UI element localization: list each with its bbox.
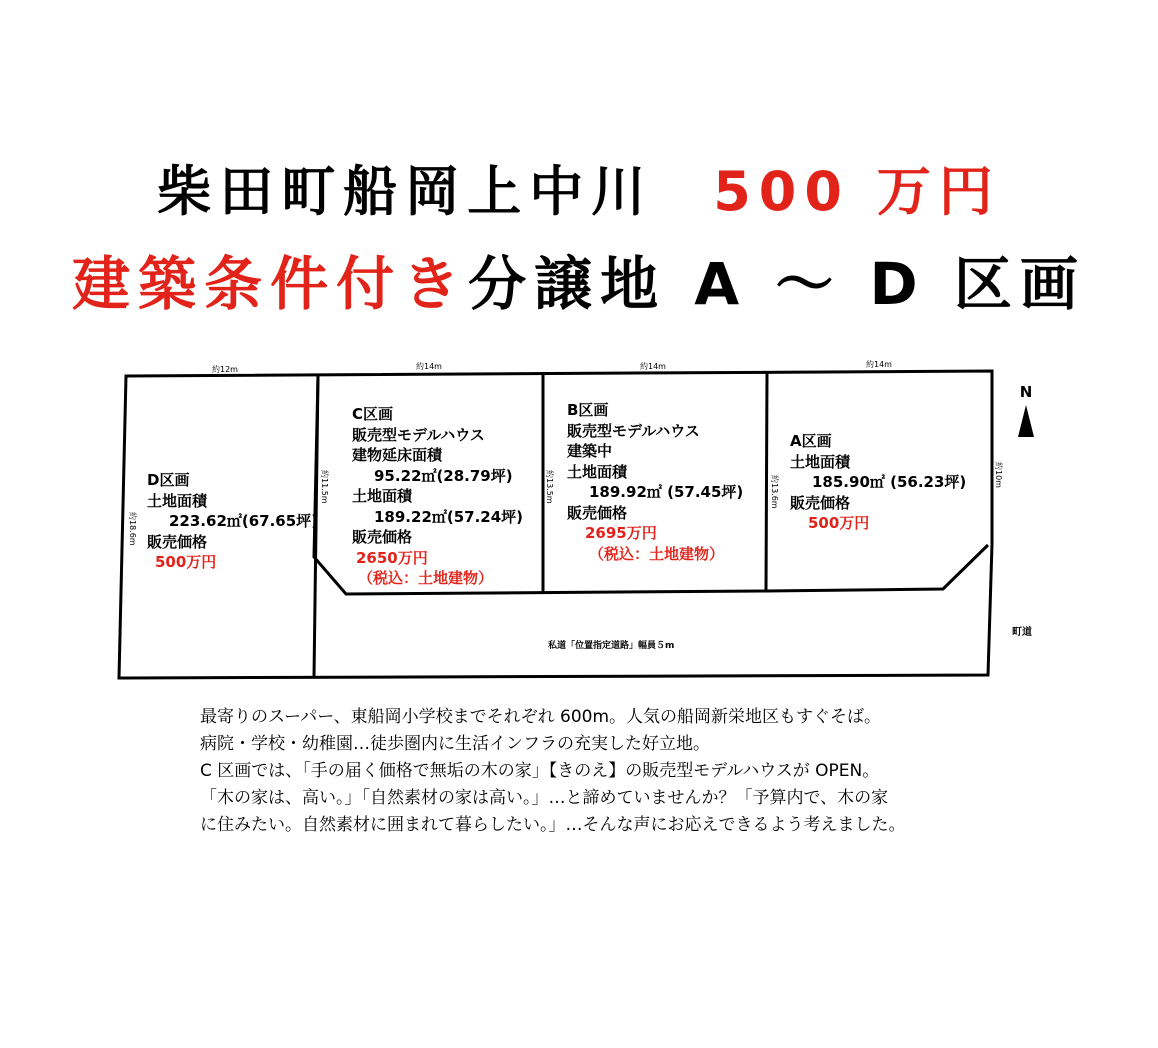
plot-b-info [567,400,743,564]
dim-d-width: 約12m [212,365,238,374]
plot-c-floor-area: 95.22㎡(28.79坪) [374,466,513,485]
title-location: 柴田町船岡上中川 [157,160,654,223]
description-line-1: 最寄りのスーパー、東船岡小学校までそれぞれ 600m。人気の船岡新栄地区もすぐそば。 [200,707,882,727]
title-price: 500 万円 [713,160,1001,223]
plot-c-land-label: 土地面積 [352,487,413,505]
plot-d-info [147,470,318,573]
plot-d-name: D区画 [147,471,190,489]
plot-a-price-label: 販売価格 [790,493,851,512]
subtitle-plots: 分譲地 A ～ D 区画 [468,250,1086,318]
plot-b-land-area: 189.92㎡ (57.45坪) [589,483,744,501]
plot-d-land-area: 223.62㎡(67.65坪) [169,512,319,530]
description-line-2: 病院・学校・幼稚園…徒歩圏内に生活インフラの充実した好立地。 [200,734,710,754]
plot-a-land-area: 185.90㎡ (56.23坪) [812,473,967,491]
description-line-4: 「木の家は、高い。」「自然素材の家は高い。」…と諦めていませんか？「予算内で、木の家 [200,788,889,808]
dim-a-width: 約14m [866,360,892,369]
plot-c-name: C区画 [352,405,394,423]
plot-a-name: A区画 [790,432,832,450]
plot-c-price: 2650万円 [356,548,428,567]
plot-d-price-label: 販売価格 [147,532,208,551]
description-line-5: に住みたい。自然素材に囲まれて暮らしたい。」…そんな声にお応えできるよう考えました。 [200,815,906,835]
plot-d-price: 500万円 [155,553,217,571]
plot-a-price: 500万円 [808,514,870,532]
dim-b-width: 約14m [640,362,666,371]
plot-b-price-label: 販売価格 [567,503,628,522]
plot-c-type: 販売型モデルハウス [352,425,485,444]
north-indicator [1016,384,1036,400]
plot-c-info [352,404,523,589]
plot-a-info [790,431,966,534]
dim-a-depth-left: 約13.6m [770,475,779,509]
plot-c-floor-label: 建物延床面積 [352,446,443,464]
dim-d-depth: 約18.6m [128,512,137,546]
plot-b-price: 2695万円 [585,524,657,542]
dim-b-depth: 約13.5m [545,470,554,504]
subtitle-condition: 建築条件付き [72,250,469,318]
plot-b-land-label: 土地面積 [567,462,628,481]
plot-b-status: 建築中 [567,442,613,460]
plot-c-land-area: 189.22㎡(57.24坪) [374,507,524,526]
plot-d-land-label: 土地面積 [147,491,208,510]
description [200,704,1100,839]
plot-b-price-note: （税込：土地建物） [589,544,725,563]
plot-b-type: 販売型モデルハウス [567,421,700,440]
north-arrow-icon [1018,405,1034,437]
plot-c-price-label: 販売価格 [352,528,413,546]
private-road-label: 私道「位置指定道路」幅員５m [548,641,675,651]
dim-a-depth-right: 約10m [994,462,1003,488]
plot-b-name: B区画 [567,401,609,419]
plot-a-land-label: 土地面積 [790,452,851,471]
town-road-label: 町道 [1012,627,1032,638]
north-label: N [1019,383,1033,401]
divider-b-a [766,373,767,591]
description-line-3: C 区画では、「手の届く価格で無垢の木の家」【きのえ】の販売型モデルハウスが OPEN。 [200,761,880,781]
dim-c-width: 約14m [416,362,442,371]
plot-c-price-note: （税込：土地建物） [358,569,494,587]
dim-c-depth: 約11.5m [320,470,329,504]
